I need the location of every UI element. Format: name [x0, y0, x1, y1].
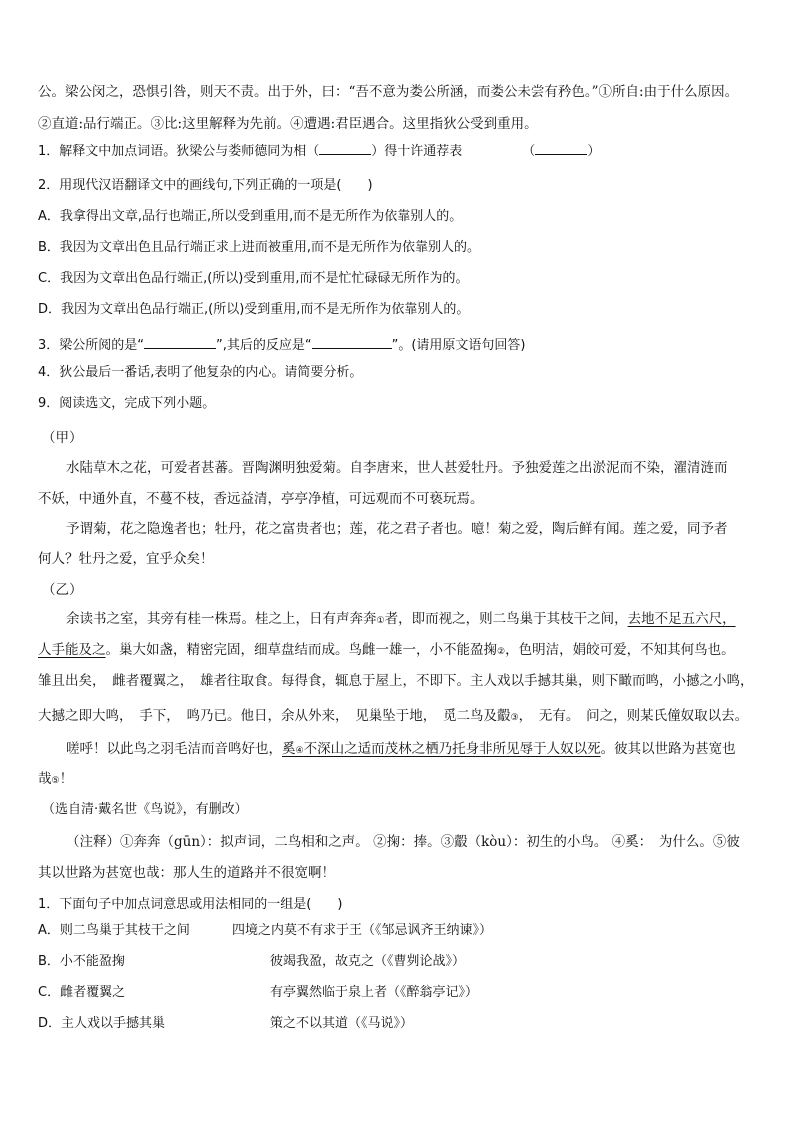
- answer-blank-1[interactable]: [319, 140, 371, 155]
- q1-text-c: （: [522, 144, 536, 159]
- passage-jia-line-4: 何人？牡丹之爱，宜乎众矣！: [38, 551, 214, 567]
- q3-text-b: ”,其后的反应是“: [216, 338, 312, 353]
- q1-text-b: ）得十许通荐表: [371, 144, 463, 159]
- sub1-d-right: 策之不以其道（《马说》）: [270, 1016, 414, 1031]
- sub1-b-right: 彼竭我盈，故克之（《曹刿论战》）: [270, 954, 466, 969]
- prev-text-line-1: 公。梁公闵之，恐惧引咎，则天不责。出于外，曰：“吾不意为娄公所涵，而娄公未尝有矜色。”①所自:由于什么原因。: [38, 84, 739, 100]
- footnote-mark-3: ③: [510, 713, 519, 723]
- sub1-option-d[interactable]: [38, 1014, 758, 1034]
- yi-l5-text-b: 。彼其以世路为甚宽也: [600, 741, 736, 757]
- prev-text-notes: ②直道:品行端正。③比:这里解释为先前。④遭遇:君臣遇合。这里指狄公受到重用。: [38, 116, 538, 132]
- answer-blank-2[interactable]: [535, 140, 587, 155]
- sub1-option-a[interactable]: [38, 921, 758, 941]
- q3-text-a: 3．梁公所阅的是“: [38, 338, 145, 353]
- passage-source: （选自清·戴名世《鸟说》，有删改）: [42, 802, 248, 817]
- yi-l6-text-b: ！: [59, 771, 74, 787]
- notes-line-2: 其以世路为甚宽也哉：那人生的道路并不很宽啊！: [38, 865, 335, 881]
- sub-question-1-stem: 1．下面句子中加点词意思或用法相同的一组是( ): [38, 897, 343, 912]
- underlined-sentence-a: 去地不足五六尺，: [627, 611, 736, 627]
- passage-yi-line-2: [38, 640, 758, 662]
- q2-option-b[interactable]: B．我因为文章出色且品行端正求上进而被重用,而不是无所作为依靠别人的。: [38, 240, 481, 255]
- question-9: 9．阅读选文，完成下列小题。: [38, 396, 216, 411]
- q1-text-a: 1．解释文中加点词语。狄梁公与娄师德同为相（: [38, 144, 320, 159]
- sub1-option-c[interactable]: [38, 983, 758, 1003]
- passage-yi-line-1: [66, 609, 758, 631]
- yi-l2-text-a: 。巢大如盏，精密完固，细草盘结而成。鸟雌一雄一，小不能盈掬: [105, 642, 497, 658]
- passage-jia-line-2: 不妖，中通外直，不蔓不枝，香远益清，亭亭净植，可远观而不可亵玩焉。: [38, 491, 484, 507]
- q2-option-d[interactable]: D．我因为文章出色品行端正,(所以)受到重用,而不是无所作为依靠别人的。: [38, 302, 470, 317]
- yi-l4-text-c: ， 无有。 问之，则某氏僮奴取以去。: [518, 708, 749, 724]
- passage-yi-line-5: [66, 739, 758, 761]
- q2-option-a[interactable]: A．我拿得出文章,品行也端正,所以受到重用,而不是无所作为依靠别人的。: [38, 209, 463, 224]
- sub1-b-left: B．小不能盈掬: [38, 954, 125, 969]
- q1-text-d: ）: [587, 144, 601, 159]
- underlined-sentence-c: 不深山之适而茂林之栖乃托身非所见辱于人奴以死: [303, 741, 601, 757]
- passage-yi-line-3: 雏且出矣， 雌者覆翼之， 雄者往取食。每得食，辄息于屋上，不即下。主人戏以手撼其巢，则下瞰而鸣，小撼之小鸣，: [38, 673, 754, 689]
- question-1: [38, 140, 758, 162]
- footnote-mark-4: ④: [295, 746, 304, 756]
- sub1-a-right: 四境之内莫不有求于王（《邹忌讽齐王纳谏》）: [232, 923, 493, 938]
- yi-l2-text-c: ，色明洁，娟皎可爱，不知其何鸟也。: [505, 642, 735, 658]
- q2-option-c[interactable]: C．我因为文章出色品行端正,(所以)受到重用,而不是忙忙碌碌无所作为的。: [38, 271, 469, 286]
- underlined-sentence-c-start: 奚: [282, 741, 296, 757]
- question-2-stem: 2．用现代汉语翻译文中的画线句,下列正确的一项是( ): [38, 178, 373, 193]
- yi-l1-text-a: 余读书之室，其旁有桂一株焉。桂之上，日有声奔奔: [66, 611, 377, 627]
- passage-yi-line-4: [38, 706, 758, 728]
- passage-jia-line-1: 水陆草木之花，可爱者甚蕃。晋陶渊明独爱菊。自李唐来，世人甚爱牡丹。予独爱莲之出淤泥而不染，濯清涟而: [66, 460, 728, 476]
- passage-yi-label: （乙）: [42, 582, 83, 598]
- sub1-a-left: A．则二鸟巢于其枝干之间: [38, 923, 190, 938]
- yi-l6-text-a: 哉: [38, 771, 52, 787]
- passage-jia-line-3: 予谓菊，花之隐逸者也；牡丹，花之富贵者也；莲，花之君子者也。噫！菊之爱，陶后鲜有闻。莲之爱，同予者: [66, 521, 728, 537]
- footnote-mark-2: ②: [497, 647, 506, 657]
- question-4: 4．狄公最后一番话,表明了他复杂的内心。请简要分析。: [38, 365, 363, 380]
- q3-text-c: ”。(请用原文语句回答): [391, 338, 526, 353]
- sub1-c-right: 有亭翼然临于泉上者（《醉翁亭记》）: [270, 985, 479, 1000]
- question-3: [38, 334, 758, 356]
- yi-l1-text-c: 者，即而视之，则二鸟巢于其枝干之间，: [384, 611, 628, 627]
- answer-blank-4[interactable]: [312, 334, 392, 349]
- sub1-c-left: C．雌者覆翼之: [38, 985, 126, 1000]
- underlined-sentence-b: 人手能及之: [38, 642, 106, 658]
- yi-l4-text-a: 大撼之即大鸣， 手下， 鸣乃已。他日，余从外来， 见巢坠于地， 觅二鸟及鷇: [38, 708, 511, 724]
- sub1-d-left: D．主人戏以手撼其巢: [38, 1016, 166, 1031]
- notes-line-1: （注释）①奔奔（gūn）：拟声词，二鸟相和之声。 ②掬：捧。③鷇（kòu）：初生的小鸟。 ④奚： 为什么。⑤彼: [66, 834, 740, 850]
- passage-yi-line-6: [38, 769, 758, 791]
- footnote-mark-5: ⑤: [51, 776, 60, 786]
- yi-l5-text-a: 嗟呼！以此鸟之羽毛洁而音鸣好也，: [66, 741, 282, 757]
- answer-blank-3[interactable]: [144, 334, 216, 349]
- sub1-option-b[interactable]: [38, 952, 758, 972]
- footnote-mark-1: ①: [376, 616, 385, 626]
- passage-jia-label: （甲）: [42, 430, 83, 446]
